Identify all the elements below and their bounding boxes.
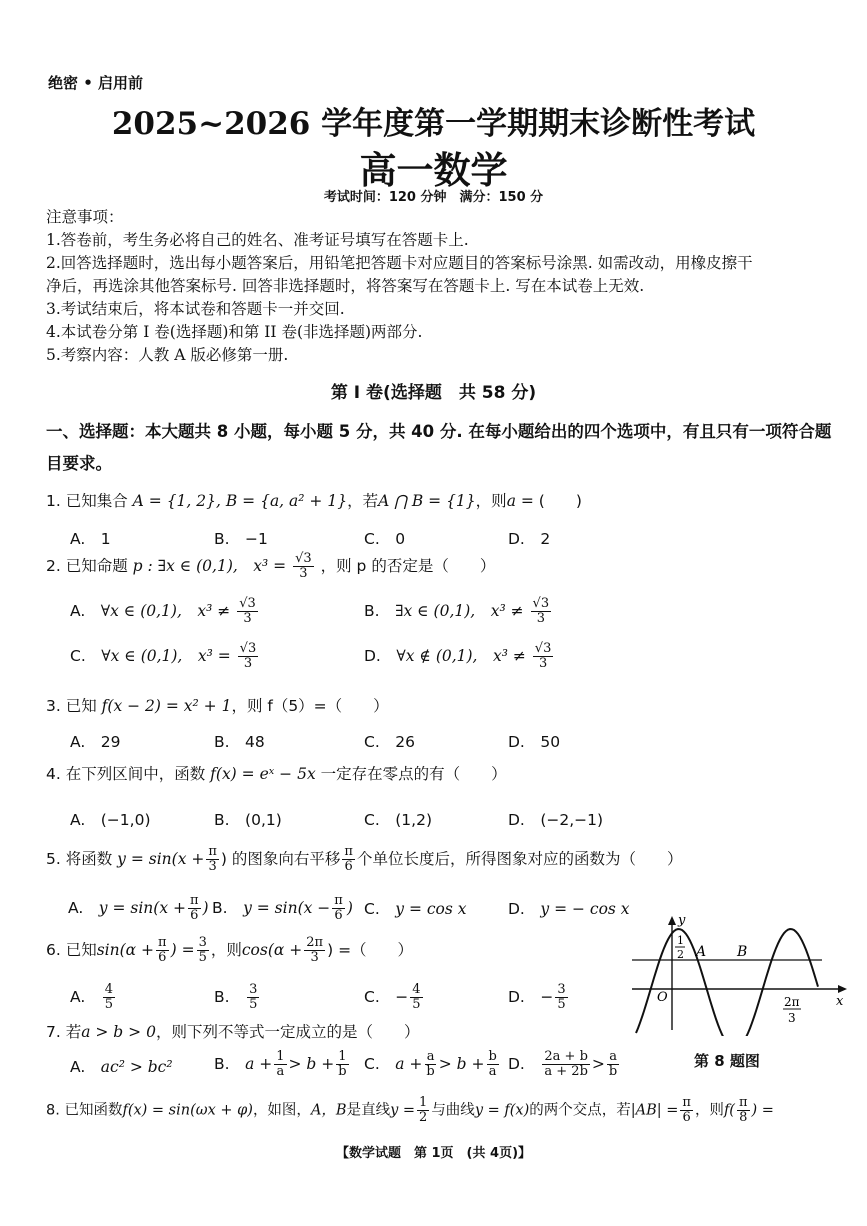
point-a-label: A <box>696 944 707 960</box>
question-3-stem: 3. 已知 f(x − 2) = x² + 1，则 f（5）=（ ） <box>46 697 389 715</box>
question-2-option-d: D. ∀x ∉ (0,1), x³ ≠ $\frac{√3}{3}$ <box>364 641 552 671</box>
half-label-num: 1 <box>677 934 684 947</box>
fraction: $\frac{2a + b}{a + 2b}$ <box>544 1049 588 1079</box>
question-5-option-b: B. y = sin(x − $\frac{\pi}{6}$ ) <box>212 893 353 923</box>
half-label-den: 2 <box>677 948 684 961</box>
notes-item: 4.本试卷分第 I 卷(选择题)和第 II 卷(非选择题)两部分. <box>46 323 423 341</box>
fraction: $\frac{\pi}{6}$ <box>158 935 167 965</box>
notes-item: 5.考察内容：人教 A 版必修第一册. <box>46 346 289 364</box>
figure-caption: 第 8 题图 <box>694 1052 760 1070</box>
y-axis-label: y <box>678 913 686 928</box>
exam-info: 考试时间：120 分钟 满分：150 分 <box>323 190 544 205</box>
fraction: $\frac{1}{b}$ <box>338 1049 347 1079</box>
question-4-option-c: C. (1,2) <box>364 811 432 829</box>
question-7-option-a: A. ac² > bc² <box>70 1058 173 1076</box>
question-2-option-c: C. ∀x ∈ (0,1), x³ = $\frac{√3}{3}$ <box>70 641 257 671</box>
question-3-option-c: C. 26 <box>364 733 415 751</box>
fraction: $\frac{√3}{3}$ <box>534 641 552 671</box>
question-1-option-a: A. 1 <box>70 530 111 548</box>
fraction: $\frac{3}{5}$ <box>198 935 207 965</box>
x-axis-label: x <box>836 994 844 1009</box>
question-3-option-b: B. 48 <box>214 733 265 751</box>
question-6-option-c: C. − $\frac{4}{5}$ <box>364 982 421 1012</box>
origin-label: O <box>657 990 668 1005</box>
question-1-stem: 1. 已知集合 A = {1, 2}, B = {a, a² + 1}，若A ⋂ B = {1}，则a = ( ) <box>46 492 582 510</box>
fraction: $\frac{√3}{3}$ <box>295 551 312 581</box>
question-1-option-d: D. 2 <box>508 530 551 548</box>
fraction: $\frac{a}{b}$ <box>426 1049 435 1079</box>
x-axis-arrow <box>838 985 847 993</box>
question-4-option-a: A. (−1,0) <box>70 811 151 829</box>
question-7-stem: 7. 若a > b > 0，则下列不等式一定成立的是（ ） <box>46 1023 420 1041</box>
question-5-stem: 5. 将函数 y = sin(x + $\frac{\pi}{3}$ ) 的图象向右平移 $\frac{\pi}{6}$ 个单位长度后，所得图象对应的函数为（ ） <box>46 844 683 874</box>
fraction: $\frac{\pi}{6}$ <box>344 844 353 874</box>
question-7-option-c: C. a + $\frac{a}{b}$ > b + $\frac{b}{a}$ <box>364 1049 497 1079</box>
fraction: $\frac{1}{a}$ <box>276 1049 285 1079</box>
question-3-option-a: A. 29 <box>70 733 121 751</box>
question-4-option-d: D. (−2,−1) <box>508 811 604 829</box>
fraction: $\frac{√3}{3}$ <box>239 596 256 626</box>
fraction: $\frac{1}{2}$ <box>419 1095 428 1125</box>
notes-block <box>46 206 753 367</box>
question-6-option-b: B. $\frac{3}{5}$ <box>214 982 258 1012</box>
y-axis-arrow <box>668 916 676 925</box>
question-6-stem: 6. 已知sin(α + $\frac{\pi}{6}$ ) = $\frac{3}{5}$ ，则cos(α + $\frac{2\pi}{3}$ ) =（ ） <box>46 935 414 965</box>
fraction: $\frac{b}{a}$ <box>488 1049 497 1079</box>
question-2-option-a: A. ∀x ∈ (0,1), x³ ≠ $\frac{√3}{3}$ <box>70 596 256 626</box>
question-3-option-d: D. 50 <box>508 733 561 751</box>
notes-heading: 注意事项： <box>46 208 124 226</box>
tick-label-num: 2π <box>784 995 800 1009</box>
fraction: $\frac{√3}{3}$ <box>239 641 257 671</box>
fraction: $\frac{4}{5}$ <box>104 982 114 1012</box>
question-6-option-a: A. $\frac{4}{5}$ <box>70 982 114 1012</box>
exam-title: 2025~2026 学年度第一学期期末诊断性考试 <box>111 106 756 142</box>
question-4-stem: 4. 在下列区间中，函数 f(x) = eˣ − 5x 一定存在零点的有（ ） <box>46 765 507 783</box>
page-footer: 【数学试题 第 1页 (共 4页)】 <box>335 1146 532 1161</box>
question-1-option-c: C. 0 <box>364 530 406 548</box>
tick-label-den: 3 <box>788 1011 796 1025</box>
question-2-stem: 2. 已知命题 p : ∃x ∈ (0,1), x³ = $\frac{√3}{3}$ ，则 p 的否定是（ ） <box>46 551 496 581</box>
question-5-option-c: C. y = cos x <box>364 900 467 918</box>
fraction: $\frac{\pi}{8}$ <box>738 1095 748 1125</box>
question-8-figure <box>628 912 850 1036</box>
question-2-option-b: B. ∃x ∈ (0,1), x³ ≠ $\frac{√3}{3}$ <box>364 596 550 626</box>
fraction: $\frac{\pi}{6}$ <box>189 893 199 923</box>
fraction: $\frac{a}{b}$ <box>608 1049 618 1079</box>
question-5-option-a: A. y = sin(x + $\frac{\pi}{6}$ ) <box>68 893 209 923</box>
confidential-label: 绝密 • 启用前 <box>48 74 144 92</box>
question-5-option-d: D. y = − cos x <box>508 900 630 918</box>
notes-item: 1.答卷前，考生务必将自己的姓名、准考证号填写在答题卡上. <box>46 231 469 249</box>
fraction: $\frac{3}{5}$ <box>249 982 258 1012</box>
fraction: $\frac{\pi}{3}$ <box>208 844 217 874</box>
question-1-option-b: B. −1 <box>214 530 268 548</box>
fraction: $\frac{2\pi}{3}$ <box>306 935 324 965</box>
fraction: $\frac{\pi}{6}$ <box>334 893 343 923</box>
notes-item: 2.回答选择题时，选出每小题答案后，用铅笔把答题卡对应题目的答案标号涂黑. 如需改动，用橡皮擦干 <box>46 254 753 272</box>
notes-item: 净后，再选涂其他答案标号. 回答非选择题时，将答案写在答题卡上. 写在本试卷上无效. <box>46 277 645 295</box>
notes-item: 3.考试结束后，将本试卷和答题卡一并交回. <box>46 300 345 318</box>
subject-title: 高一数学 <box>359 148 508 192</box>
point-b-label: B <box>737 944 748 960</box>
question-4-option-b: B. (0,1) <box>214 811 282 829</box>
fraction: $\frac{\pi}{6}$ <box>682 1095 691 1125</box>
question-7-option-d: D. $\frac{2a + b}{a + 2b}$ > $\frac{a}{b}$ <box>508 1049 618 1079</box>
question-7-option-b: B. a + $\frac{1}{a}$ > b + $\frac{1}{b}$ <box>214 1049 347 1079</box>
question-6-option-d: D. − $\frac{3}{5}$ <box>508 982 566 1012</box>
fraction: $\frac{√3}{3}$ <box>532 596 550 626</box>
fraction: $\frac{3}{5}$ <box>557 982 566 1012</box>
part-title: 第 I 卷(选择题 共 58 分) <box>330 383 537 403</box>
question-8-stem: 8. 已知函数f(x) = sin(ωx + φ)，如图，A，B是直线y = $\frac{1}{2}$ 与曲线y = f(x)的两个交点，若|AB| = $\frac{\pi}{6}$ ，则f( $\frac{\pi}{8}$ ) = <box>46 1095 774 1125</box>
fraction: $\frac{4}{5}$ <box>412 982 421 1012</box>
section-heading: 一、选择题：本大题共 8 小题，每小题 5 分，共 40 分. 在每小题给出的四个选项中，有且只有一项符合题目要求。 <box>46 422 832 473</box>
